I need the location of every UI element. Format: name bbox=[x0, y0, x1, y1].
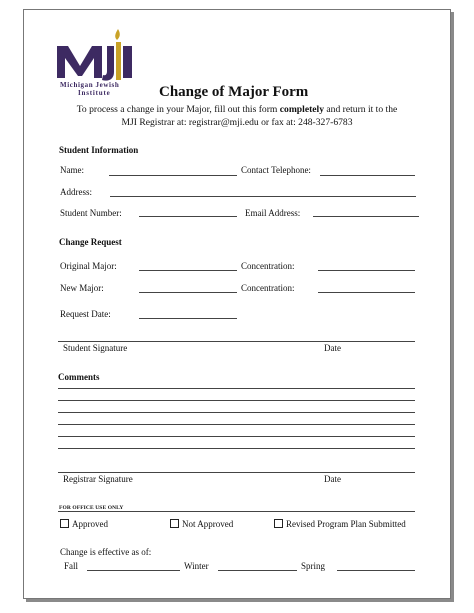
address-field[interactable] bbox=[110, 196, 416, 197]
not-approved-checkbox[interactable] bbox=[170, 519, 179, 528]
concentration-label-1: Concentration: bbox=[241, 261, 295, 271]
comment-line[interactable] bbox=[58, 388, 415, 389]
office-use-rule bbox=[58, 511, 415, 512]
effective-label: Change is effective as of: bbox=[60, 547, 152, 557]
fall-field[interactable] bbox=[87, 570, 180, 571]
date-label-1: Date bbox=[324, 343, 341, 353]
original-major-field[interactable] bbox=[139, 270, 237, 271]
spring-label: Spring bbox=[301, 561, 326, 571]
comment-line[interactable] bbox=[58, 448, 415, 449]
request-date-field[interactable] bbox=[139, 318, 237, 319]
student-signature-label: Student Signature bbox=[63, 343, 128, 353]
comments-heading: Comments bbox=[58, 372, 100, 382]
revised-plan-checkbox[interactable] bbox=[274, 519, 283, 528]
comment-line[interactable] bbox=[58, 424, 415, 425]
intro-line-1 bbox=[0, 104, 474, 116]
approved-option[interactable] bbox=[60, 519, 108, 530]
logo-sub-text: Institute bbox=[78, 89, 111, 97]
registrar-signature-line[interactable] bbox=[58, 472, 415, 473]
new-major-field[interactable] bbox=[139, 292, 237, 293]
student-info-heading: Student Information bbox=[59, 145, 139, 155]
change-request-heading: Change Request bbox=[59, 237, 122, 247]
not-approved-option[interactable] bbox=[170, 519, 233, 530]
name-label: Name: bbox=[60, 165, 84, 175]
winter-label: Winter bbox=[184, 561, 209, 571]
approved-checkbox[interactable] bbox=[60, 519, 69, 528]
fall-label: Fall bbox=[64, 561, 79, 571]
phone-field[interactable] bbox=[320, 175, 415, 176]
concentration-field-1[interactable] bbox=[318, 270, 415, 271]
office-use-heading: FOR OFFICE USE ONLY bbox=[59, 505, 124, 511]
intro-suffix: and return it to the bbox=[324, 104, 398, 115]
student-number-field[interactable] bbox=[139, 216, 237, 217]
concentration-field-2[interactable] bbox=[318, 292, 415, 293]
comment-line[interactable] bbox=[58, 436, 415, 437]
not-approved-label: Not Approved bbox=[182, 519, 234, 529]
registrar-signature-label: Registrar Signature bbox=[63, 474, 133, 484]
name-field[interactable] bbox=[109, 175, 237, 176]
address-label: Address: bbox=[60, 187, 92, 197]
request-date-label: Request Date: bbox=[60, 309, 111, 319]
intro-prefix: To process a change in your Major, fill out this form bbox=[76, 104, 280, 115]
revised-plan-option[interactable] bbox=[274, 519, 406, 530]
student-signature-line[interactable] bbox=[58, 341, 415, 342]
intro-bold: completely bbox=[279, 104, 324, 115]
email-label: Email Address: bbox=[245, 208, 301, 218]
phone-label: Contact Telephone: bbox=[241, 165, 311, 175]
winter-field[interactable] bbox=[218, 570, 297, 571]
comment-line[interactable] bbox=[58, 400, 415, 401]
student-number-label: Student Number: bbox=[60, 208, 122, 218]
comment-line[interactable] bbox=[58, 412, 415, 413]
email-field[interactable] bbox=[313, 216, 419, 217]
logo-arc-text: Michigan Jewish bbox=[60, 81, 120, 89]
concentration-label-2: Concentration: bbox=[241, 283, 295, 293]
original-major-label: Original Major: bbox=[60, 261, 117, 271]
spring-field[interactable] bbox=[337, 570, 415, 571]
mji-logo bbox=[54, 26, 138, 98]
page-title: Change of Major Form bbox=[159, 84, 309, 100]
revised-plan-label: Revised Program Plan Submitted bbox=[286, 519, 406, 529]
intro-line-2: MJI Registrar at: registrar@mji.edu or fax at: 248-327-6783 bbox=[121, 117, 353, 128]
new-major-label: New Major: bbox=[60, 283, 104, 293]
date-label-2: Date bbox=[324, 474, 341, 484]
approved-label: Approved bbox=[72, 519, 108, 529]
